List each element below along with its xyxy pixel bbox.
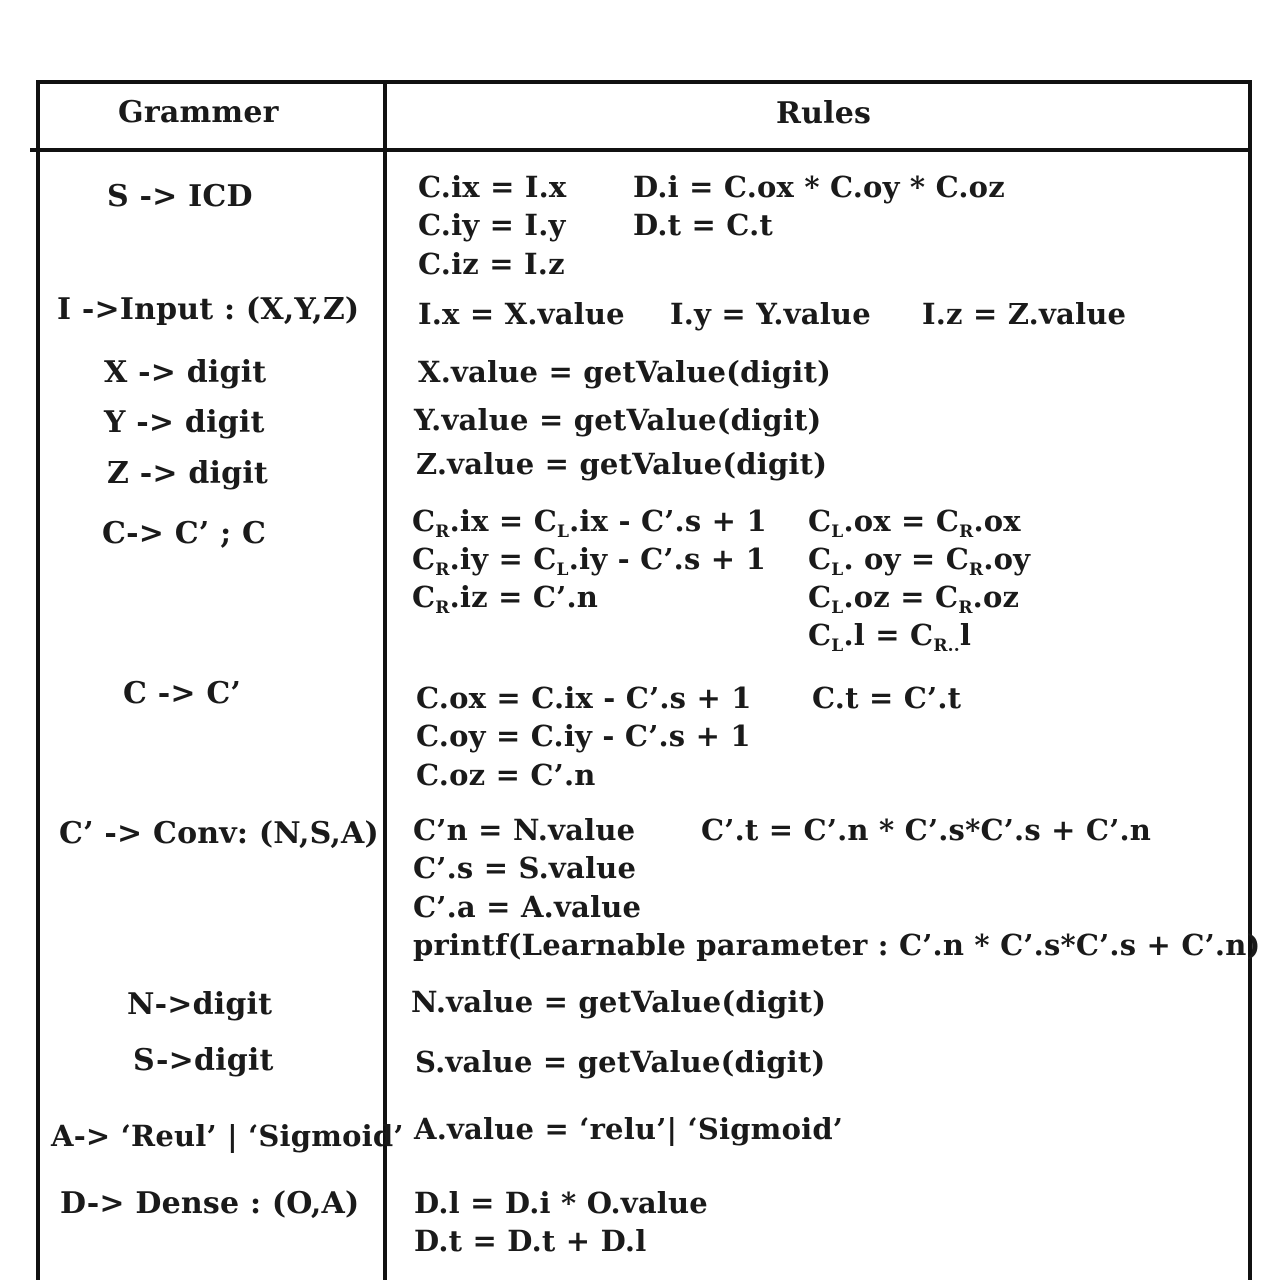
rule-text: $C_R.iz$ = C’.n <box>412 580 599 618</box>
rule-text: D.l = D.i * O.value <box>414 1186 708 1220</box>
header-grammar: Grammer <box>118 95 279 130</box>
grammar-cell: I ->Input : (X,Y,Z) <box>57 292 360 327</box>
rule-text: $C_R.ix = C_L.ix$ - C’.s + 1 <box>412 504 767 542</box>
rule-text: D.t = D.t + D.l <box>414 1224 647 1258</box>
grammar-cell: Y -> digit <box>104 405 265 440</box>
grammar-cell: C-> C’ ; C <box>102 516 267 551</box>
rule-text: C.oy = C.iy - C’.s + 1 <box>416 719 751 753</box>
rule-text: N.value = getValue(digit) <box>411 985 827 1019</box>
rule-text: I.x = X.value <box>418 297 625 331</box>
rule-text: Z.value = getValue(digit) <box>416 447 828 481</box>
column-divider <box>383 80 387 1280</box>
grammar-cell: N->digit <box>127 987 273 1022</box>
grammar-cell: S->digit <box>133 1043 274 1078</box>
rule-text: C’n = N.value <box>413 813 636 847</box>
rule-text: C.iz = I.z <box>418 247 565 281</box>
rule-text: I.y = Y.value <box>670 297 871 331</box>
rule-text: X.value = getValue(digit) <box>418 355 832 389</box>
rule-text: C.t = C’.t <box>812 681 962 715</box>
grammar-cell: A-> ‘Reul’ | ‘Sigmoid’ <box>51 1119 404 1153</box>
rule-text: Y.value = getValue(digit) <box>414 403 822 437</box>
grammar-cell: C’ -> Conv: (N,S,A) <box>59 816 379 851</box>
header-divider <box>30 148 1252 152</box>
rule-text: D.t = C.t <box>633 208 773 242</box>
rule-text: printf(Learnable parameter : C’.n * C’.s*C’.s + C’.n) <box>413 928 1261 962</box>
grammar-cell: S -> ICD <box>107 179 253 214</box>
rule-text: I.z = Z.value <box>922 297 1127 331</box>
rule-text: $C_R.iy = C_L.iy$ - C’.s + 1 <box>412 542 766 580</box>
rule-text: C’.t = C’.n * C’.s*C’.s + C’.n <box>701 813 1152 847</box>
grammar-cell: D-> Dense : (O,A) <box>60 1186 360 1221</box>
rule-text: $C_L$. oy = $C_R.oy$ <box>808 542 1031 580</box>
rule-text: S.value = getValue(digit) <box>415 1045 826 1079</box>
rule-text: C’.a = A.value <box>413 890 642 924</box>
rule-text: A.value = ‘relu’| ‘Sigmoid’ <box>414 1112 844 1146</box>
grammar-cell: Z -> digit <box>107 456 268 491</box>
rule-text: C.iy = I.y <box>418 208 566 242</box>
grammar-cell: C -> C’ <box>123 676 242 711</box>
rule-text: $C_L.oz = C_R.oz$ <box>808 580 1020 618</box>
rule-text: C.ox = C.ix - C’.s + 1 <box>416 681 752 715</box>
rule-text: $C_L.ox = C_R.ox$ <box>808 504 1021 542</box>
rule-text: C’.s = S.value <box>413 851 637 885</box>
grammar-cell: X -> digit <box>104 355 267 390</box>
rule-text: $C_L.l = C_{R..}l$ <box>808 618 972 656</box>
rule-text: C.oz = C’.n <box>416 758 596 792</box>
header-rules: Rules <box>776 96 872 131</box>
rule-text: C.ix = I.x <box>418 170 567 204</box>
rule-text: D.i = C.ox * C.oy * C.oz <box>633 170 1005 204</box>
